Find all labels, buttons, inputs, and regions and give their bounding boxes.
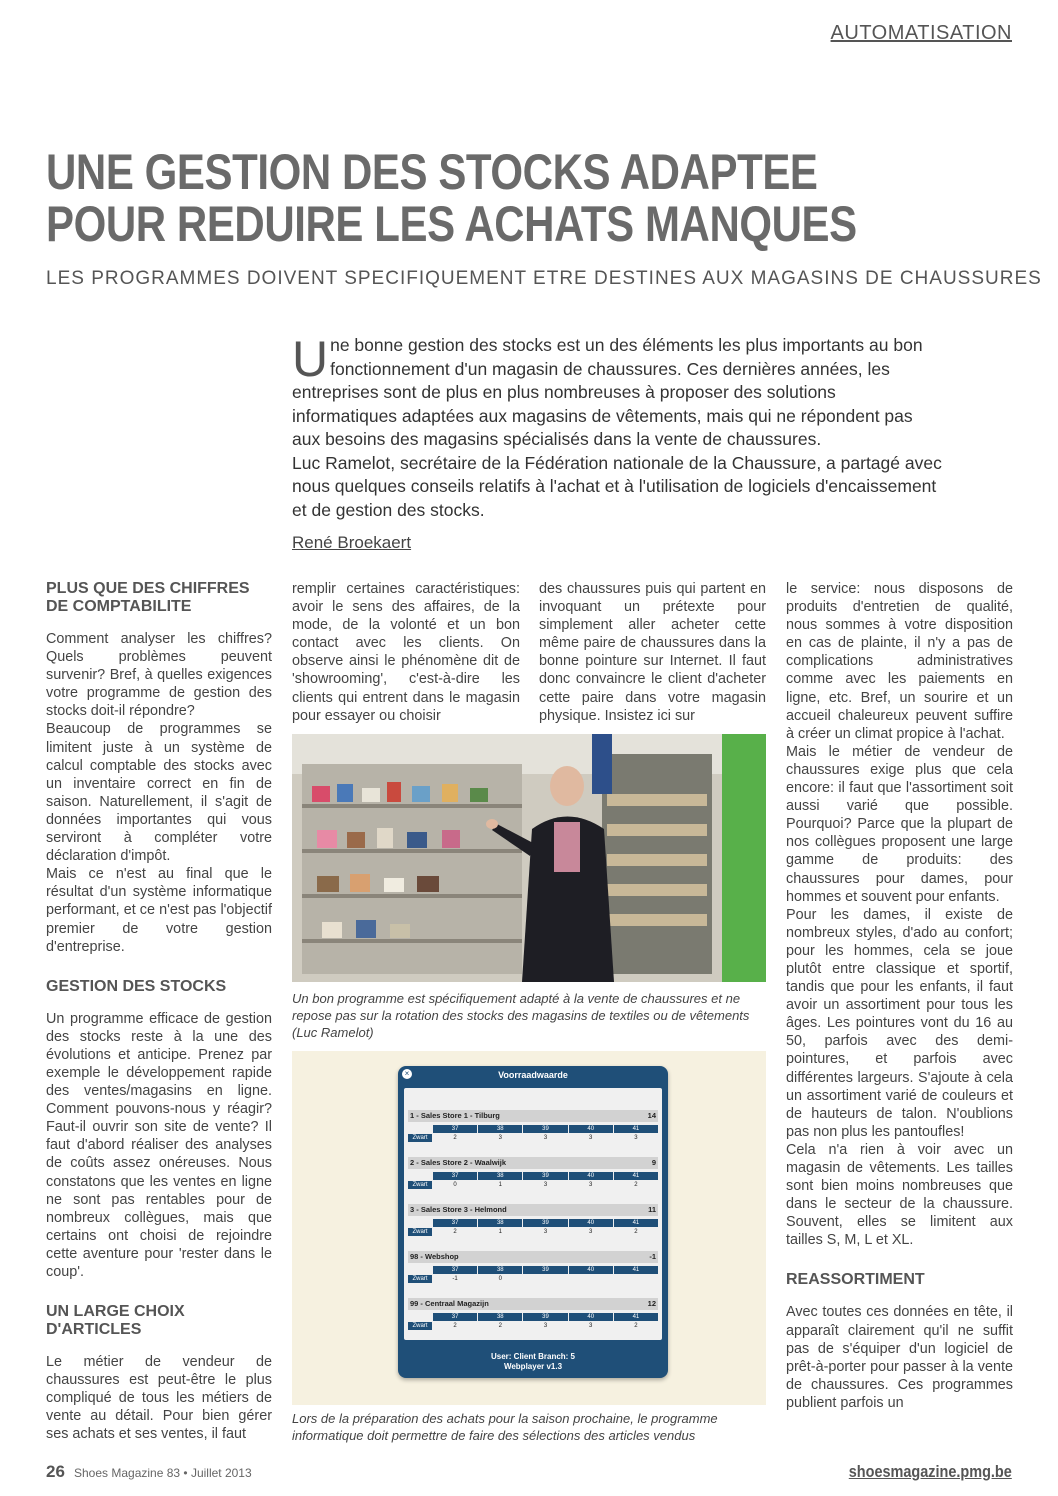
col4-para-2: Mais le métier de vendeur de chaussures exige plus que cela encore: il faut que l'assortiment soit aussi varié que possible. Pourquoi? Parce que la plupart de nos collègues proposent une large gamme de produits: des chaussures pour dames, pour hommes et souvent pour enfants. [786, 743, 1013, 905]
size-header: 37 [433, 1266, 477, 1274]
store-total: -1 [649, 1252, 656, 1261]
size-header: 39 [523, 1266, 567, 1274]
size-header: 41 [614, 1125, 658, 1133]
stock-value: 1 [498, 1182, 502, 1188]
store-row[interactable] [408, 1251, 658, 1295]
stock-value: 3 [543, 1182, 548, 1188]
stock-value: 2 [634, 1323, 638, 1329]
color-label: Zwart [408, 1228, 432, 1236]
stock-value: 3 [589, 1182, 593, 1188]
stock-value: 3 [589, 1135, 593, 1141]
title-line-1: UNE GESTION DES STOCKS ADAPTEE [46, 144, 818, 200]
user-info: User: Client Branch: 5 [490, 1352, 576, 1361]
magazine-url[interactable]: shoesmagazine.pmg.be [848, 1462, 1012, 1481]
column-4 [786, 580, 1013, 1412]
stock-value: 3 [543, 1323, 548, 1329]
store-row[interactable] [408, 1157, 658, 1201]
store-name: 98 - Webshop -1 [410, 1252, 656, 1261]
stock-value [569, 1275, 613, 1283]
intro-text-2: Luc Ramelot, secrétaire de la Fédération nationale de la Chaussure, a partagé avec nous quelques conseils relatifs à l'achat et à l'utilisation de logiciels d'encaissement et de gestion des stocks. [292, 452, 942, 520]
stock-value [523, 1275, 567, 1283]
size-header: 37 [433, 1125, 477, 1133]
size-header: 39 [523, 1313, 567, 1321]
color-label: Zwart [408, 1275, 432, 1283]
stock-value: 3 [634, 1135, 638, 1141]
col4-para-3: Pour les dames, il existe de nombreux styles, d'ado au confort; pour les hommes, cela se joue plutôt entre classique et sportif, tandis que pour les enfants, il faut avoir un assortiment pour tous les âges. Les pointures vont du 16 au 50, parfois avec des demi-pointures, et parfois avec différentes largeurs. S'ajoute à cela un assortiment varié de couleurs et de hauteurs de talon. N'oublions pas non plus les pantoufles! [786, 906, 1013, 1140]
store-total: 12 [647, 1299, 656, 1308]
col1-para-1: Comment analyser les chiffres? Quels problèmes peuvent survenir? Bref, à quelles exigences votre programme de gestion des stocks doit-il répondre? [46, 631, 272, 720]
column-3 [539, 580, 766, 725]
store-total: 9 [651, 1158, 656, 1167]
stock-value: 2 [453, 1135, 457, 1141]
screenshot-caption: Lors de la préparation des achats pour la saison prochaine, le programme informatique doit permettre de faire des sélections des articles vendus [292, 1411, 718, 1443]
stock-value: 2 [634, 1229, 638, 1235]
stock-value: 0 [453, 1182, 457, 1188]
heading-gestion: GESTION DES STOCKS [46, 977, 227, 995]
size-header: 39 [523, 1219, 567, 1227]
stock-value: 2 [453, 1323, 457, 1329]
software-window [398, 1066, 668, 1378]
window-title: Voorraadwaarde [498, 1070, 568, 1080]
size-header: 38 [478, 1219, 522, 1227]
version-info: Webplayer v1.3 [503, 1362, 563, 1371]
stock-value: 3 [589, 1229, 593, 1235]
section-tag: AUTOMATISATION [830, 22, 1012, 44]
size-header: 39 [523, 1125, 567, 1133]
size-header: 38 [478, 1172, 522, 1180]
heading-reassortiment: REASSORTIMENT [786, 1271, 925, 1289]
color-label: Zwart [408, 1134, 432, 1142]
store-name: 3 - Sales Store 3 - Helmond 11 [410, 1205, 656, 1214]
stock-value: 3 [498, 1135, 502, 1141]
size-header: 40 [569, 1219, 613, 1227]
col3-para-1: des chaussures puis qui partent en invoquant un prétexte pour simplement aller acheter cette même paire de chaussures dans la bonne pointure sur Internet. Il faut donc convaincre le client d'acheter cette paire dans votre magasin physique. Insistez ici sur [539, 581, 766, 724]
author-byline: René Broekaert [292, 533, 412, 552]
stock-value: 3 [589, 1323, 593, 1329]
size-header: 39 [523, 1172, 567, 1180]
intro-paragraph [292, 331, 942, 522]
shoe-store-illustration [292, 734, 766, 982]
store-photo [292, 734, 766, 982]
store-row[interactable] [408, 1110, 658, 1154]
stock-value: 1 [498, 1229, 502, 1235]
title-line-2: POUR REDUIRE LES ACHATS MANQUES [46, 196, 857, 252]
close-icon[interactable]: × [402, 1069, 412, 1079]
store-row[interactable] [408, 1298, 658, 1342]
size-header: 41 [614, 1266, 658, 1274]
size-header: 40 [569, 1313, 613, 1321]
size-header: 41 [614, 1172, 658, 1180]
size-header: 41 [614, 1313, 658, 1321]
size-header: 41 [614, 1219, 658, 1227]
size-header: 37 [433, 1172, 477, 1180]
intro-text-1: ne bonne gestion des stocks est un des éléments les plus importants au bon fonctionnement d'un magasin de chaussures. Ces dernières années, les entreprises sont de plus en plus nombreuses à proposer des solutions informatiques adaptées aux magasins de vêtements, mais qui ne répondent pas aux besoins des magasins spécialisés dans la vente de chaussures. [292, 335, 923, 449]
store-name: 2 - Sales Store 2 - Waalwijk 9 [410, 1158, 656, 1167]
stock-value: 2 [498, 1323, 502, 1329]
heading-choix: UN LARGE CHOIX D'ARTICLES [46, 1303, 185, 1339]
stock-value: 3 [543, 1229, 548, 1235]
color-label: Zwart [408, 1322, 432, 1330]
stock-value: 0 [498, 1276, 502, 1282]
column-1 [46, 580, 272, 1444]
size-header: 40 [569, 1266, 613, 1274]
store-total: 11 [648, 1205, 656, 1214]
col4-para-5: Avec toutes ces données en tête, il apparaît clairement qu'il ne suffit pas de s'équiper d'un logiciel de prêt-à-porter pour passer à la vente de chaussures. Ces programmes publient parfois un [786, 1304, 1013, 1411]
size-header: 37 [433, 1219, 477, 1227]
size-header: 40 [569, 1125, 613, 1133]
store-name: 1 - Sales Store 1 - Tilburg 14 [410, 1111, 656, 1120]
article-title [46, 144, 857, 252]
col1-para-4: Un programme efficace de gestion des stocks reste à la une des évolutions et anticipe. Prenez par exemple le développement rapide des ventes/magasins en ligne. Comment pouvons-nous y réagir? Faut-il ouvrir son site de vente? Il faut d'abord réaliser des analyses de coûts assez onéreuses. Nous constatons que les ventes en ligne ne sont pas rentables pour de nombreux collègues, mais que certains ont choisi de rejoindre cette aventure pour 'rester dans le coup'. [46, 1010, 272, 1280]
store-name: 99 - Centraal Magazijn 12 [410, 1299, 656, 1308]
size-header: 38 [478, 1313, 522, 1321]
photo-caption: Un bon programme est spécifiquement adapté à la vente de chaussures et ne repose pas sur la rotation des stocks des magasins de textiles ou de vêtements (Luc Ramelot) [292, 991, 750, 1040]
stock-value: 3 [543, 1135, 548, 1141]
heading-chiffres: PLUS QUE DES CHIFFRES DE COMPTABILITE [46, 580, 250, 615]
color-label: Zwart [408, 1181, 432, 1189]
magazine-issue: Shoes Magazine 83 • Juillet 2013 [74, 1466, 252, 1480]
window-footer [398, 1352, 668, 1372]
col1-para-2: Beaucoup de programmes se limitent juste à un système de calcul comptable des stocks avec un inventaire correct en fin de saison. Naturellement, il s'agit de données importantes qui vous serviront à compléter votre déclaration d'impôt. [46, 721, 272, 865]
stock-value: 2 [453, 1229, 457, 1235]
store-list [404, 1088, 662, 1340]
size-header: 40 [569, 1172, 613, 1180]
col4-para-1: le service: nous disposons de produits d'entretien de qualité, nous sommes à votre disposition en cas de plainte, il n'y a pas de complications administratives comme avec les paiements en ligne, etc. Bref, un sourire et un accueil chaleureux peuvent suffire à créer un climat propice à l'achat. [786, 581, 1013, 742]
col4-para-4: Cela n'a rien à voir avec un magasin de vêtements. Les tailles sont bien moins nombreuses que dans le secteur de la chaussure. Souvent, elles se limitent aux tailles S, M, L et XL. [786, 1141, 1013, 1249]
size-header: 38 [478, 1266, 522, 1274]
stock-value: -1 [452, 1276, 458, 1282]
column-2 [292, 580, 520, 725]
col1-para-3: Mais ce n'est au final que le résultat d'un système informatique performant, et ce n'est pas l'objectif premier de votre gestion d'entreprise. [46, 866, 272, 955]
page-number: 26 [46, 1462, 65, 1481]
stock-value [614, 1275, 658, 1283]
store-row[interactable] [408, 1204, 658, 1248]
size-header: 37 [433, 1313, 477, 1321]
col1-para-5: Le métier de vendeur de chaussures est peut-être le plus compliqué de tous les métiers de vente au détail. Pour bien gérer ses achats et ses ventes, il faut [46, 1354, 272, 1443]
article-subtitle: LES PROGRAMMES DOIVENT SPECIFIQUEMENT ETRE DESTINES AUX MAGASINS DE CHAUSSURES [46, 268, 1042, 289]
drop-cap: U [292, 331, 329, 387]
store-total: 14 [647, 1111, 656, 1120]
col2-para-1: remplir certaines caractéristiques: avoir le sens des affaires, de la mode, de la volonté et un bon contact avec les clients. On observe ainsi le phénomène dit de 'showrooming', c'est-à-dire les clients qui entrent dans le magasin pour essayer ou choisir [292, 581, 520, 724]
stock-value: 2 [634, 1182, 638, 1188]
size-header: 38 [478, 1125, 522, 1133]
